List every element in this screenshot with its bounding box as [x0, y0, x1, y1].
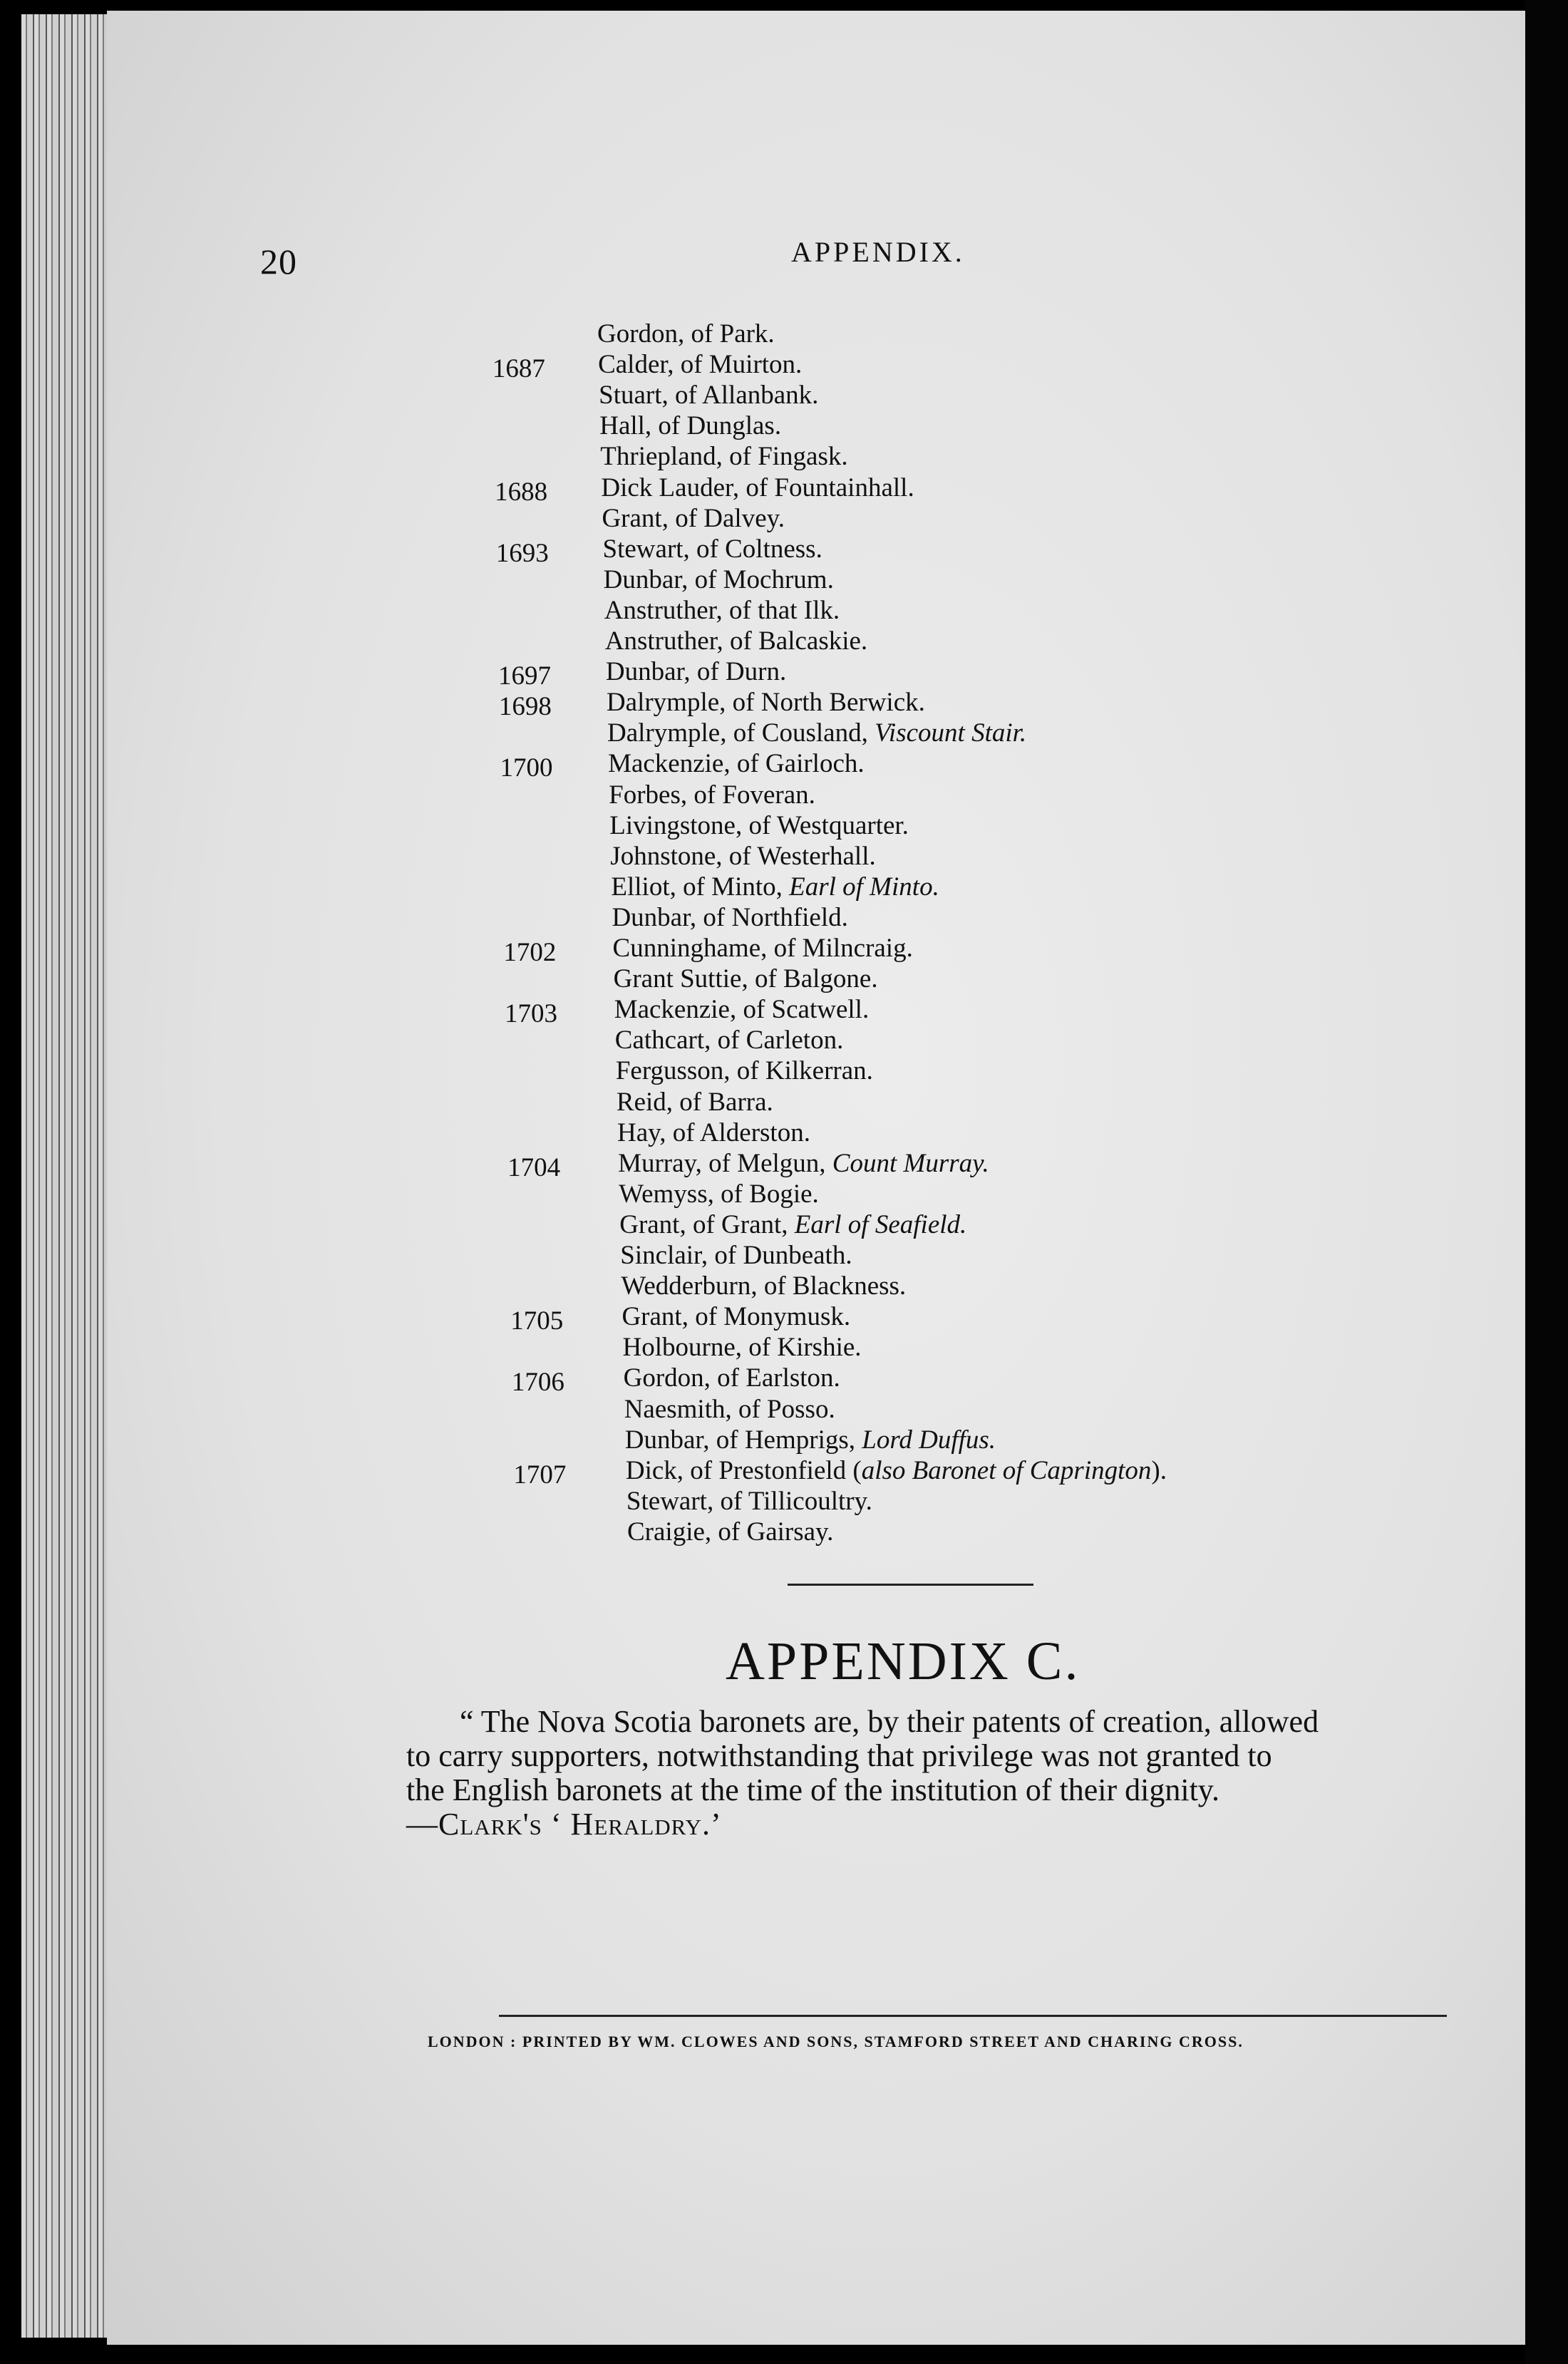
baronet-entry — [624, 1396, 835, 1423]
entry-name: Dunbar, of Northfield. — [612, 902, 848, 932]
entry-suffix: ). — [1151, 1455, 1167, 1485]
entry-name: Grant, of Monymusk. — [621, 1302, 851, 1332]
baronet-entry — [599, 413, 781, 439]
baronet-entry — [613, 935, 913, 961]
baronet-entry — [603, 564, 834, 594]
section-divider — [788, 1584, 1033, 1586]
entry-name: Livingstone, of Westquarter. — [609, 810, 909, 840]
entry-name: Anstruther, of that Ilk. — [604, 595, 840, 625]
entry-name: Grant, of Grant, — [619, 1209, 788, 1239]
entry-name: Calder, of Muirton. — [598, 350, 803, 380]
entry-name: Dalrymple, of Cousland, — [607, 718, 868, 748]
baronet-entry — [617, 1089, 773, 1115]
entry-name: Dick, of Prestonfield ( — [625, 1455, 862, 1485]
baronet-entry — [607, 689, 925, 716]
entry-name: Gordon, of Park. — [597, 319, 775, 349]
baronet-entry — [615, 1027, 844, 1053]
baronet-entry — [611, 874, 939, 900]
quote-line: the English baronets at the time of the institution of their dignity. — [406, 1772, 1219, 1807]
entry-name: Naesmith, of Posso. — [624, 1394, 835, 1424]
baronet-entry — [625, 1427, 996, 1453]
entry-name: Holbourne, of Kirshie. — [622, 1333, 862, 1363]
baronet-entry — [609, 782, 815, 808]
baronet-entry — [607, 720, 1026, 746]
baronet-entry — [626, 1488, 872, 1514]
entry-name: Dunbar, of Mochrum. — [603, 564, 834, 594]
baronet-entry — [600, 443, 847, 470]
entry-title: Earl of Minto. — [789, 872, 939, 902]
entry-name: Stewart, of Coltness. — [602, 534, 822, 564]
entry-name: Reid, of Barra. — [616, 1087, 773, 1117]
baronet-entry — [604, 597, 840, 624]
entry-name: Gordon, of Earlston. — [623, 1363, 840, 1393]
page-edges — [21, 14, 121, 2338]
quote-line: to carry supporters, notwithstanding that privilege was not granted to — [406, 1738, 1272, 1773]
baronet-entry — [626, 1457, 1167, 1484]
baronet-entry — [621, 1273, 906, 1299]
entry-name: Craigie, of Gairsay. — [627, 1517, 834, 1547]
entry-name: Stuart, of Allanbank. — [599, 381, 819, 411]
entry-title: Count Murray. — [832, 1148, 989, 1178]
quote-line: “ The Nova Scotia baronets are, by their patents of creation, allowed — [460, 1704, 1319, 1739]
entry-year: 1698 — [498, 692, 552, 722]
entry-name: Elliot, of Minto, — [611, 872, 783, 902]
baronet-entry — [624, 1365, 840, 1391]
baronet-entry — [608, 750, 865, 777]
baronet-entry — [621, 1304, 850, 1330]
baronet-entry — [616, 1058, 873, 1084]
baronet-entry — [619, 1209, 967, 1239]
entry-name: Dunbar, of Hemprigs, — [624, 1425, 855, 1455]
baronet-entry — [612, 904, 847, 931]
running-title: APPENDIX. — [791, 236, 965, 268]
entry-year: 1706 — [511, 1368, 564, 1398]
entry-year: 1693 — [495, 538, 549, 568]
baronet-entry — [614, 996, 870, 1023]
entry-name: Forbes, of Foveran. — [609, 780, 815, 810]
baronet-entry — [598, 351, 802, 378]
entry-name: Dick Lauder, of Fountainhall. — [601, 473, 914, 502]
baronet-entry — [620, 1242, 852, 1269]
entry-name: Mackenzie, of Scatwell. — [614, 995, 870, 1025]
entry-year: 1700 — [500, 753, 553, 783]
printer-imprint: LONDON : PRINTED BY WM. CLOWES AND SONS, STAMFORD STREET AND CHARING CROSS. — [428, 2033, 1244, 2050]
entry-name: Grant Suttie, of Balgone. — [613, 964, 878, 994]
entry-name: Stewart, of Tillicoultry. — [626, 1486, 872, 1516]
baronet-entry — [603, 536, 822, 562]
entry-name: Mackenzie, of Gairloch. — [608, 749, 865, 779]
entry-name: Hall, of Dunglas. — [599, 411, 782, 441]
baronet-entry — [601, 475, 914, 501]
entry-name: Anstruther, of Balcaskie. — [604, 626, 868, 656]
entry-name: Dunbar, of Durn. — [605, 657, 787, 687]
baronet-entry — [627, 1519, 833, 1545]
entry-title: Earl of Seafield. — [794, 1209, 967, 1239]
entry-name: Wedderburn, of Blackness. — [621, 1271, 907, 1301]
entry-year: 1707 — [513, 1460, 567, 1490]
entry-name: Dalrymple, of North Berwick. — [606, 688, 925, 718]
appendix-c-heading: APPENDIX C. — [726, 1631, 1080, 1691]
baronet-entry — [617, 1120, 810, 1146]
entry-name: Hay, of Alderston. — [617, 1118, 810, 1147]
entry-name: Cunninghame, of Milncraig. — [612, 934, 913, 963]
baronet-entry — [602, 505, 785, 532]
entry-name: Cathcart, of Carleton. — [614, 1026, 844, 1055]
entry-year: 1702 — [503, 938, 557, 967]
entry-year: 1704 — [507, 1152, 561, 1182]
baronet-entry — [609, 812, 909, 839]
entry-year: 1703 — [505, 999, 558, 1029]
page-number: 20 — [260, 242, 297, 282]
entry-title: Viscount Stair. — [875, 718, 1027, 748]
entry-name: Grant, of Dalvey. — [602, 503, 785, 533]
entry-name: Johnstone, of Westerhall. — [610, 841, 876, 871]
entry-name: Sinclair, of Dunbeath. — [620, 1241, 852, 1270]
baronet-entry — [623, 1334, 862, 1361]
entry-name: Thriepland, of Fingask. — [600, 442, 848, 472]
baronet-entry — [618, 1150, 989, 1177]
appendix-c-quote — [406, 1705, 1454, 1842]
baronet-entry — [614, 966, 878, 992]
baronet-entry — [599, 381, 819, 411]
entry-year: 1687 — [492, 354, 545, 384]
imprint-rule — [499, 2015, 1447, 2017]
entry-name: Wemyss, of Bogie. — [619, 1179, 819, 1209]
entry-title: also Baronet of Caprington — [861, 1455, 1152, 1485]
entry-name: Murray, of Melgun, — [618, 1148, 826, 1178]
baronet-entry — [605, 628, 867, 654]
baronet-entry — [606, 659, 786, 685]
baronet-entry — [597, 321, 775, 347]
entry-year: 1697 — [498, 661, 552, 691]
entry-name: Fergusson, of Kilkerran. — [615, 1056, 873, 1086]
entry-year: 1705 — [510, 1306, 564, 1336]
entry-title: Lord Duffus. — [862, 1425, 996, 1455]
baronet-entry — [610, 843, 875, 869]
entry-year: 1688 — [495, 477, 548, 507]
scan-border — [1525, 0, 1568, 2364]
baronet-entry — [619, 1181, 819, 1207]
quote-attribution: —Clark's ‘ Heraldry.’ — [406, 1807, 722, 1842]
